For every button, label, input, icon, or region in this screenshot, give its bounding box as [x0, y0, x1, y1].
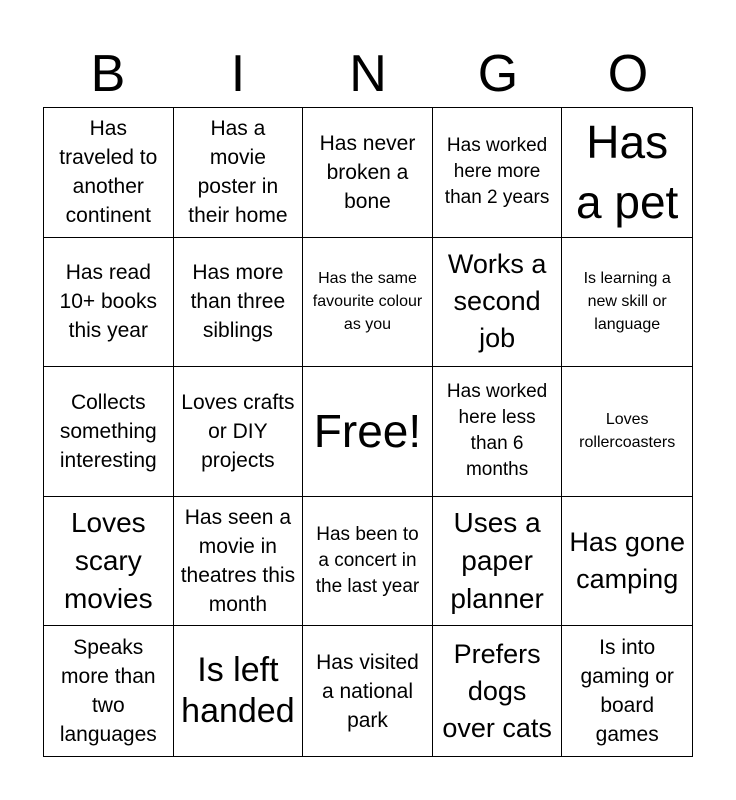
cell-label: Has never broken a bone [319, 131, 416, 213]
cell-label: Has worked here less than 6 months [446, 381, 548, 481]
cell-label: Is learning a new skill or language [583, 270, 671, 334]
bingo-cell[interactable] [44, 238, 174, 368]
cell-label: Has the same favourite colour as you [312, 270, 423, 334]
cell-label: Loves crafts or DIY projects [181, 390, 295, 472]
bingo-cell[interactable] [433, 238, 563, 368]
bingo-cell[interactable] [562, 108, 692, 238]
cell-label: Has been to a concert in the last year [315, 524, 420, 598]
cell-label: Uses a paper planner [450, 507, 544, 615]
bingo-cell[interactable] [303, 497, 433, 627]
free-space[interactable] [303, 367, 433, 497]
bingo-cell[interactable] [303, 626, 433, 756]
cell-label: Speaks more than two languages [59, 636, 157, 747]
cell-label: Has more than three siblings [190, 261, 286, 343]
cell-label: Has seen a movie in theatres this month [180, 506, 296, 617]
bingo-cell[interactable] [174, 108, 304, 238]
bingo-cell[interactable] [174, 626, 304, 756]
cell-label: Has read 10+ books this year [59, 261, 158, 343]
cell-label: Has a movie poster in their home [188, 117, 288, 228]
bingo-cell[interactable] [433, 497, 563, 627]
header-letter-i: I [230, 45, 246, 103]
cell-label: Has traveled to another continent [59, 117, 158, 228]
cell-label: Is left handed [181, 651, 295, 731]
header-letter-g: G [477, 45, 519, 103]
bingo-cell[interactable] [562, 367, 692, 497]
bingo-header [43, 40, 693, 108]
bingo-cell[interactable] [44, 497, 174, 627]
cell-label: Has visited a national park [316, 650, 419, 732]
bingo-cell[interactable] [433, 626, 563, 756]
cell-label: Has gone camping [569, 527, 685, 595]
bingo-cell[interactable] [433, 367, 563, 497]
cell-label: Prefers dogs over cats [442, 638, 552, 743]
cell-label: Collects something interesting [59, 390, 157, 472]
bingo-cell[interactable] [303, 108, 433, 238]
cell-label: Is into gaming or board games [580, 636, 674, 747]
header-letter-o: O [607, 45, 649, 103]
cell-label: Loves scary movies [63, 507, 153, 615]
header-letter-n: N [349, 45, 387, 103]
cell-label: Works a second job [447, 249, 547, 354]
bingo-cell[interactable] [303, 238, 433, 368]
bingo-cell[interactable] [433, 108, 563, 238]
free-space-label: Free! [313, 405, 422, 458]
bingo-board [43, 107, 693, 757]
bingo-cell[interactable] [562, 238, 692, 368]
bingo-cell[interactable] [44, 367, 174, 497]
bingo-cell[interactable] [174, 497, 304, 627]
bingo-cell[interactable] [44, 626, 174, 756]
header-letter-b: B [90, 45, 126, 103]
cell-label: Has a pet [576, 116, 679, 229]
bingo-cell[interactable] [174, 367, 304, 497]
bingo-cell[interactable] [174, 238, 304, 368]
cell-label: Loves rollercoasters [579, 411, 676, 452]
bingo-cell[interactable] [562, 497, 692, 627]
bingo-cell[interactable] [44, 108, 174, 238]
bingo-cell[interactable] [562, 626, 692, 756]
cell-label: Has worked here more than 2 years [444, 135, 550, 209]
